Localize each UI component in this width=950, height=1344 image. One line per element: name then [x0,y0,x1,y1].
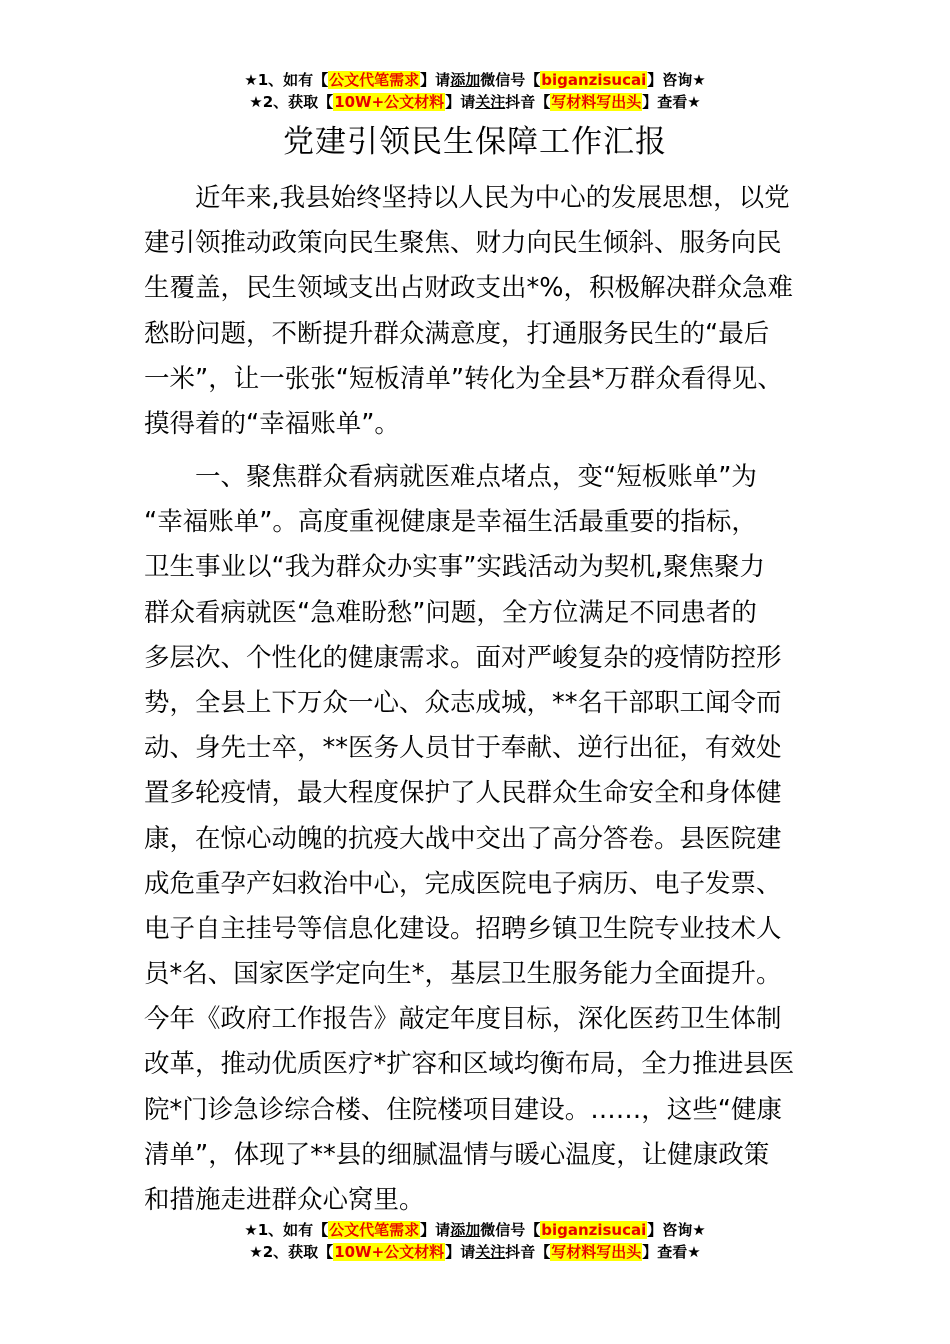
text-line: 建引领推动政策向民生聚焦、财力向民生倾斜、服务向民 [144,228,782,259]
text-line: 院*门诊急诊综合楼、住院楼项目建设。……，这些“健康 [144,1094,782,1125]
promo-highlight: 公文代笔需求 [329,71,420,89]
text-line: 员*名、国家医学定向生*，基层卫生服务能力全面提升。 [144,959,782,990]
promo-highlight: 10W+公文材料 [334,93,445,111]
text-line: 改革，推动优质医疗*扩容和区域均衡布局，全力推进县医 [144,1049,795,1080]
text-line: 一米”，让一张张“短板清单”转化为全县*万群众看得见、 [144,363,783,394]
promo-text: 微信号【 [480,1221,541,1239]
promo-text: 】请 [445,93,476,111]
promo-text: 】请 [420,1221,451,1239]
promo-text: ★1、如有【 [244,71,329,89]
promo-text: 抖音【 [505,93,551,111]
text-line: 电子自主挂号等信息化建设。招聘乡镇卫生院专业技术人 [144,913,782,944]
text-line: 近年来,我县始终坚持以人民为中心的发展思想，以党 [144,183,790,213]
text-line: 成危重孕产妇救治中心，完成医院电子病历、电子发票、 [144,868,782,899]
promo-underlined: 添加 [450,71,481,89]
text-line: 势，全县上下万众一心、众志成城，**名干部职工闻令而 [144,687,782,718]
text-line: 置多轮疫情，最大程度保护了人民群众生命安全和身体健 [144,778,782,809]
promo-text: 】查看★ [642,1243,701,1261]
promo-underlined: 关注 [475,1243,506,1261]
promo-text: 】请 [420,71,451,89]
footer-promo [0,1220,950,1264]
text-line: 摸得着的“幸福账单”。 [144,408,400,439]
promo-line-2 [0,1242,950,1264]
promo-line-1 [0,70,950,92]
text-line: 生覆盖，民生领域支出占财政支出*%，积极解决群众急难 [144,273,793,304]
text-line: “幸福账单”。高度重视健康是幸福生活最重要的指标， [144,507,757,538]
promo-text: 】请 [445,1243,476,1261]
header-promo [0,70,950,114]
promo-text: 】查看★ [642,93,701,111]
promo-text: ★2、获取【 [249,1243,334,1261]
promo-text: 】咨询★ [647,1221,706,1239]
promo-highlight: biganzisucai [541,71,647,89]
promo-line-1 [0,1220,950,1242]
promo-text: 微信号【 [480,71,541,89]
promo-text: ★2、获取【 [249,93,334,111]
text-line: 清单”，体现了**县的细腻温情与暖心温度，让健康政策 [144,1139,770,1170]
promo-highlight: biganzisucai [541,1221,647,1239]
promo-text: ★1、如有【 [244,1221,329,1239]
text-line: 愁盼问题，不断提升群众满意度，打通服务民生的“最后 [144,318,770,349]
text-line: 一、聚焦群众看病就医难点堵点，变“短板账单”为 [144,462,757,492]
text-line: 动、身先士卒，**医务人员甘于奉献、逆行出征，有效处 [144,733,782,764]
promo-text: 抖音【 [505,1243,551,1261]
text-line: 多层次、个性化的健康需求。面对严峻复杂的疫情防控形 [144,642,782,673]
text-line: 群众看病就医“急难盼愁”问题，全方位满足不同患者的 [144,597,757,628]
text-line: 和措施走进群众心窝里。 [144,1185,425,1215]
text-line: 康，在惊心动魄的抗疫大战中交出了高分答卷。县医院建 [144,823,782,854]
paragraph-2 [144,455,824,1223]
promo-highlight: 公文代笔需求 [329,1221,420,1239]
promo-underlined: 添加 [450,1221,481,1239]
promo-text: 】咨询★ [647,71,706,89]
promo-highlight: 写材料写出头 [551,93,642,111]
promo-highlight: 写材料写出头 [551,1243,642,1261]
paragraph-1 [144,176,824,447]
promo-underlined: 关注 [475,93,506,111]
promo-highlight: 10W+公文材料 [334,1243,445,1261]
document-title: 党建引领民生保障工作汇报 [283,124,667,160]
text-line: 卫生事业以“我为群众办实事”实践活动为契机,聚焦聚力 [144,552,766,583]
promo-line-2 [0,92,950,114]
text-line: 今年《政府工作报告》敲定年度目标，深化医药卫生体制 [144,1004,782,1035]
